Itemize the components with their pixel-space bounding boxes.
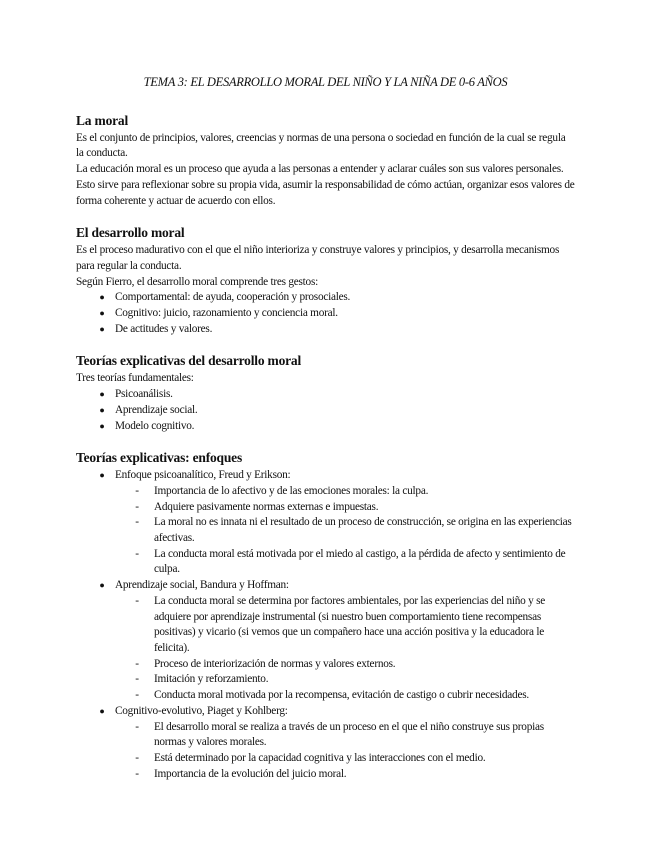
sub-list-item: - La conducta moral se determina por factores ambientales, por las experiencias del niño y se adquiere por aprendizaje instrumental (si nuestro buen comportamiento tiene recompensas positivas) y vicario (si vemos que un compañero hace una acción positiva y la educadora le felicita). — [115, 594, 575, 657]
document-title: TEMA 3: EL DESARROLLO MORAL DEL NIÑO Y LA NIÑA DE 0-6 AÑOS — [143, 75, 508, 89]
list-item: ● Comportamental: de ayuda, cooperación y prosociales. — [76, 290, 575, 306]
dash-icon: - — [135, 516, 139, 529]
sub-list-item: - La conducta moral está motivada por el miedo al castigo, a la pérdida de afecto y sentimiento de culpa. — [115, 547, 575, 578]
sub-list-item: - Imitación y reforzamiento. — [115, 672, 575, 688]
approach-list — [76, 468, 575, 782]
bullet-icon: ● — [99, 404, 105, 415]
section-heading: El desarrollo moral — [76, 225, 185, 241]
paragraph: Según Fierro, el desarrollo moral comprende tres gestos: — [76, 275, 318, 288]
sub-list-item: - Importancia de la evolución del juicio moral. — [115, 767, 575, 783]
list-item: ● Aprendizaje social. — [76, 403, 575, 419]
paragraph: Tres teorías fundamentales: — [76, 372, 194, 385]
sub-list — [115, 484, 575, 578]
paragraph: Es el proceso madurativo con el que el niño interioriza y construye valores y principios, y desarrolla mecanismos para regular la conducta. — [76, 244, 560, 272]
dash-icon: - — [135, 547, 139, 560]
bullet-icon: ● — [99, 580, 105, 591]
approach-item — [76, 578, 575, 704]
section-heading: La moral — [76, 112, 129, 128]
dash-icon: - — [135, 673, 139, 686]
dash-icon: - — [135, 657, 139, 670]
sub-list — [115, 594, 575, 704]
sub-list-item: - Adquiere pasivamente normas externas e impuestas. — [115, 500, 575, 516]
approach-label: Cognitivo-evolutivo, Piaget y Kohlberg: — [115, 704, 288, 717]
bullet-icon: ● — [99, 470, 105, 481]
dash-icon: - — [135, 751, 139, 764]
section-enfoques — [76, 450, 575, 782]
paragraph: La educación moral es un proceso que ayuda a las personas a entender y aclarar cuáles son sus valores personales. Esto sirve para reflexionar sobre su propia vida, asumir la responsabilidad de cómo actúan, organizar esos valores de forma coherente y actuar de acuerdo con ellos. — [76, 163, 575, 207]
bullet-icon: ● — [99, 389, 105, 400]
list-item: ● Cognitivo: juicio, razonamiento y conciencia moral. — [76, 306, 575, 322]
bullet-list — [76, 387, 575, 434]
bullet-icon: ● — [99, 705, 105, 716]
bullet-icon: ● — [99, 292, 105, 303]
section-heading: Teorías explicativas: enfoques — [76, 450, 242, 466]
section-la-moral — [76, 113, 575, 210]
sub-list — [115, 720, 575, 783]
list-item: ● De actitudes y valores. — [76, 322, 575, 338]
approach-label: Aprendizaje social, Bandura y Hoffman: — [115, 579, 289, 592]
bullet-icon: ● — [99, 323, 105, 334]
dash-icon: - — [135, 484, 139, 497]
dash-icon: - — [135, 767, 139, 780]
dash-icon: - — [135, 720, 139, 733]
dash-icon: - — [135, 594, 139, 607]
list-item: ● Psicoanálisis. — [76, 387, 575, 403]
dash-icon: - — [135, 689, 139, 702]
section-desarrollo-moral — [76, 225, 575, 337]
dash-icon: - — [135, 500, 139, 513]
sub-list-item: - Importancia de lo afectivo y de las emociones morales: la culpa. — [115, 484, 575, 500]
approach-item — [76, 468, 575, 578]
bullet-list — [76, 290, 575, 337]
sub-list-item: - Conducta moral motivada por la recompensa, evitación de castigo o cubrir necesidades. — [115, 688, 575, 704]
bullet-icon: ● — [99, 308, 105, 319]
section-heading: Teorías explicativas del desarrollo moral — [76, 353, 302, 369]
approach-label: Enfoque psicoanalítico, Freud y Erikson: — [115, 469, 291, 482]
section-teorias — [76, 353, 575, 434]
sub-list-item: - El desarrollo moral se realiza a través de un proceso en el que el niño construye sus propias normas y valores morales. — [115, 720, 575, 751]
approach-item — [76, 704, 575, 783]
sub-list-item: - Proceso de interiorización de normas y valores externos. — [115, 657, 575, 673]
sub-list-item: - Está determinado por la capacidad cognitiva y las interacciones con el medio. — [115, 751, 575, 767]
sub-list-item: - La moral no es innata ni el resultado de un proceso de construcción, se origina en las experiencias afectivas. — [115, 515, 575, 546]
paragraph: Es el conjunto de principios, valores, creencias y normas de una persona o sociedad en función de la cual se regula la conducta. — [76, 131, 566, 160]
bullet-icon: ● — [99, 420, 105, 431]
list-item: ● Modelo cognitivo. — [76, 419, 575, 435]
